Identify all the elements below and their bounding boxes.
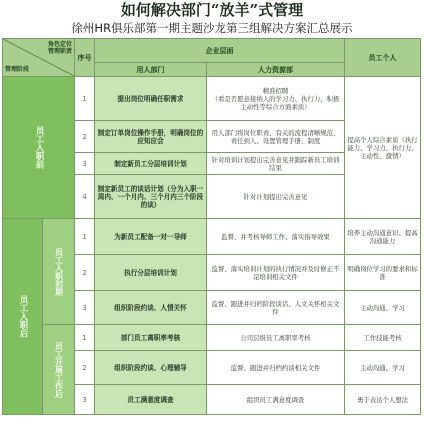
personal-cell: 主动沟通、学习 <box>345 291 421 325</box>
task-cell: 为新员工配备一对一导师 <box>95 219 207 255</box>
stage-pre: 员工入职前 <box>3 77 75 219</box>
page-subtitle: 徐州HR俱乐部第一期主题沙龙第三组解决方案汇总展示 <box>71 21 353 35</box>
task-cell: 提出岗位明确任职需求 <box>95 77 207 121</box>
dept-cell: 用人部门将岗位职责、有关的流程清晰规范，责任到人、设置管理手册、制度 <box>207 121 345 153</box>
enterprise-header: 企业层面 <box>95 39 345 63</box>
dept-cell: 监督、跟进并归档阶段谈话、人文关怀相关文件 <box>207 291 345 325</box>
task-cell: 员工满意度调查 <box>95 385 207 415</box>
dept-header: 用人部门 <box>95 63 207 77</box>
header-diagonal-cell <box>3 39 75 77</box>
personal-header: 员工个人 <box>345 39 421 77</box>
row-number: 2 <box>75 121 95 153</box>
task-cell: 制定新员工的谈话计划（分为入职一周内、一个月内、三个月内三个阶段的谈） <box>95 175 207 219</box>
number-header: 序号 <box>75 39 95 77</box>
dept-cell: 监督、落实培训计划的执行情况并及时修正不足培训相关文件 <box>207 255 345 291</box>
row-number: 1 <box>75 325 95 351</box>
task-cell: 制定订单岗位操作手册，明确岗位的应知应会 <box>95 121 207 153</box>
task-cell: 部门员工离职率考核 <box>95 325 207 351</box>
task-cell: 执行分层培训计划 <box>95 255 207 291</box>
personal-cell: 主动沟通、学习 <box>345 351 421 385</box>
stage-post-dev: 员工开展工作后 <box>43 325 75 415</box>
row-number: 2 <box>75 255 95 291</box>
stage-label: 管理阶段 <box>5 66 30 73</box>
row-number: 1 <box>75 219 95 255</box>
hr-header: 人力资源部 <box>207 63 345 77</box>
row-number: 3 <box>75 153 95 175</box>
role-label: 角色定位 管理职责 <box>47 41 72 55</box>
row-number: 3 <box>75 385 95 415</box>
task-cell: 组织阶段约谈、心理辅导 <box>95 351 207 385</box>
page-title: 如何解决部门“放羊”式管理 <box>120 1 304 19</box>
dept-cell: 监督、并考核导师工作、落实指导效果 <box>207 219 345 255</box>
row-number: 3 <box>75 291 95 325</box>
dept-cell: 组织员工满意度调查 <box>207 385 345 415</box>
dept-cell: 针对计划提出完善意见 <box>207 175 345 219</box>
hr-cell: 精准招聘 （看是否愿意接纳人的学习力、执行力、积极主动性等综合方面素质） <box>207 77 345 121</box>
task-cell: 制定新员工分层培训计划 <box>95 153 207 175</box>
personal-cell: 培养主动沟通意识、提高沟通能力 <box>345 219 421 255</box>
dept-cell: 监督、跟进并归档约谈相关文件 <box>207 351 345 385</box>
personal-cell: 勇于表达个人想法 <box>345 385 421 415</box>
dept-cell: 针对培训计划提出完善意见并跟踪新员工培训结果 <box>207 153 345 175</box>
personal-cell: 明确岗位学习的要求和标准 <box>345 255 421 291</box>
task-cell: 组织阶段约谈、人情关怀 <box>95 291 207 325</box>
stage-post: 员工入职后 <box>3 219 43 415</box>
row-number: 4 <box>75 175 95 219</box>
solution-table <box>2 38 421 415</box>
personal-cell: 提高个人综合素质（执行能力、学习力、执行力、主动性、激情） <box>345 77 421 219</box>
personal-cell: 工作技能考核 <box>345 325 421 351</box>
row-number: 1 <box>75 77 95 121</box>
dept-cell: 公司层级员工离职率考核 <box>207 325 345 351</box>
stage-post-early: 员工入职初期 <box>43 219 75 325</box>
row-number: 2 <box>75 351 95 385</box>
